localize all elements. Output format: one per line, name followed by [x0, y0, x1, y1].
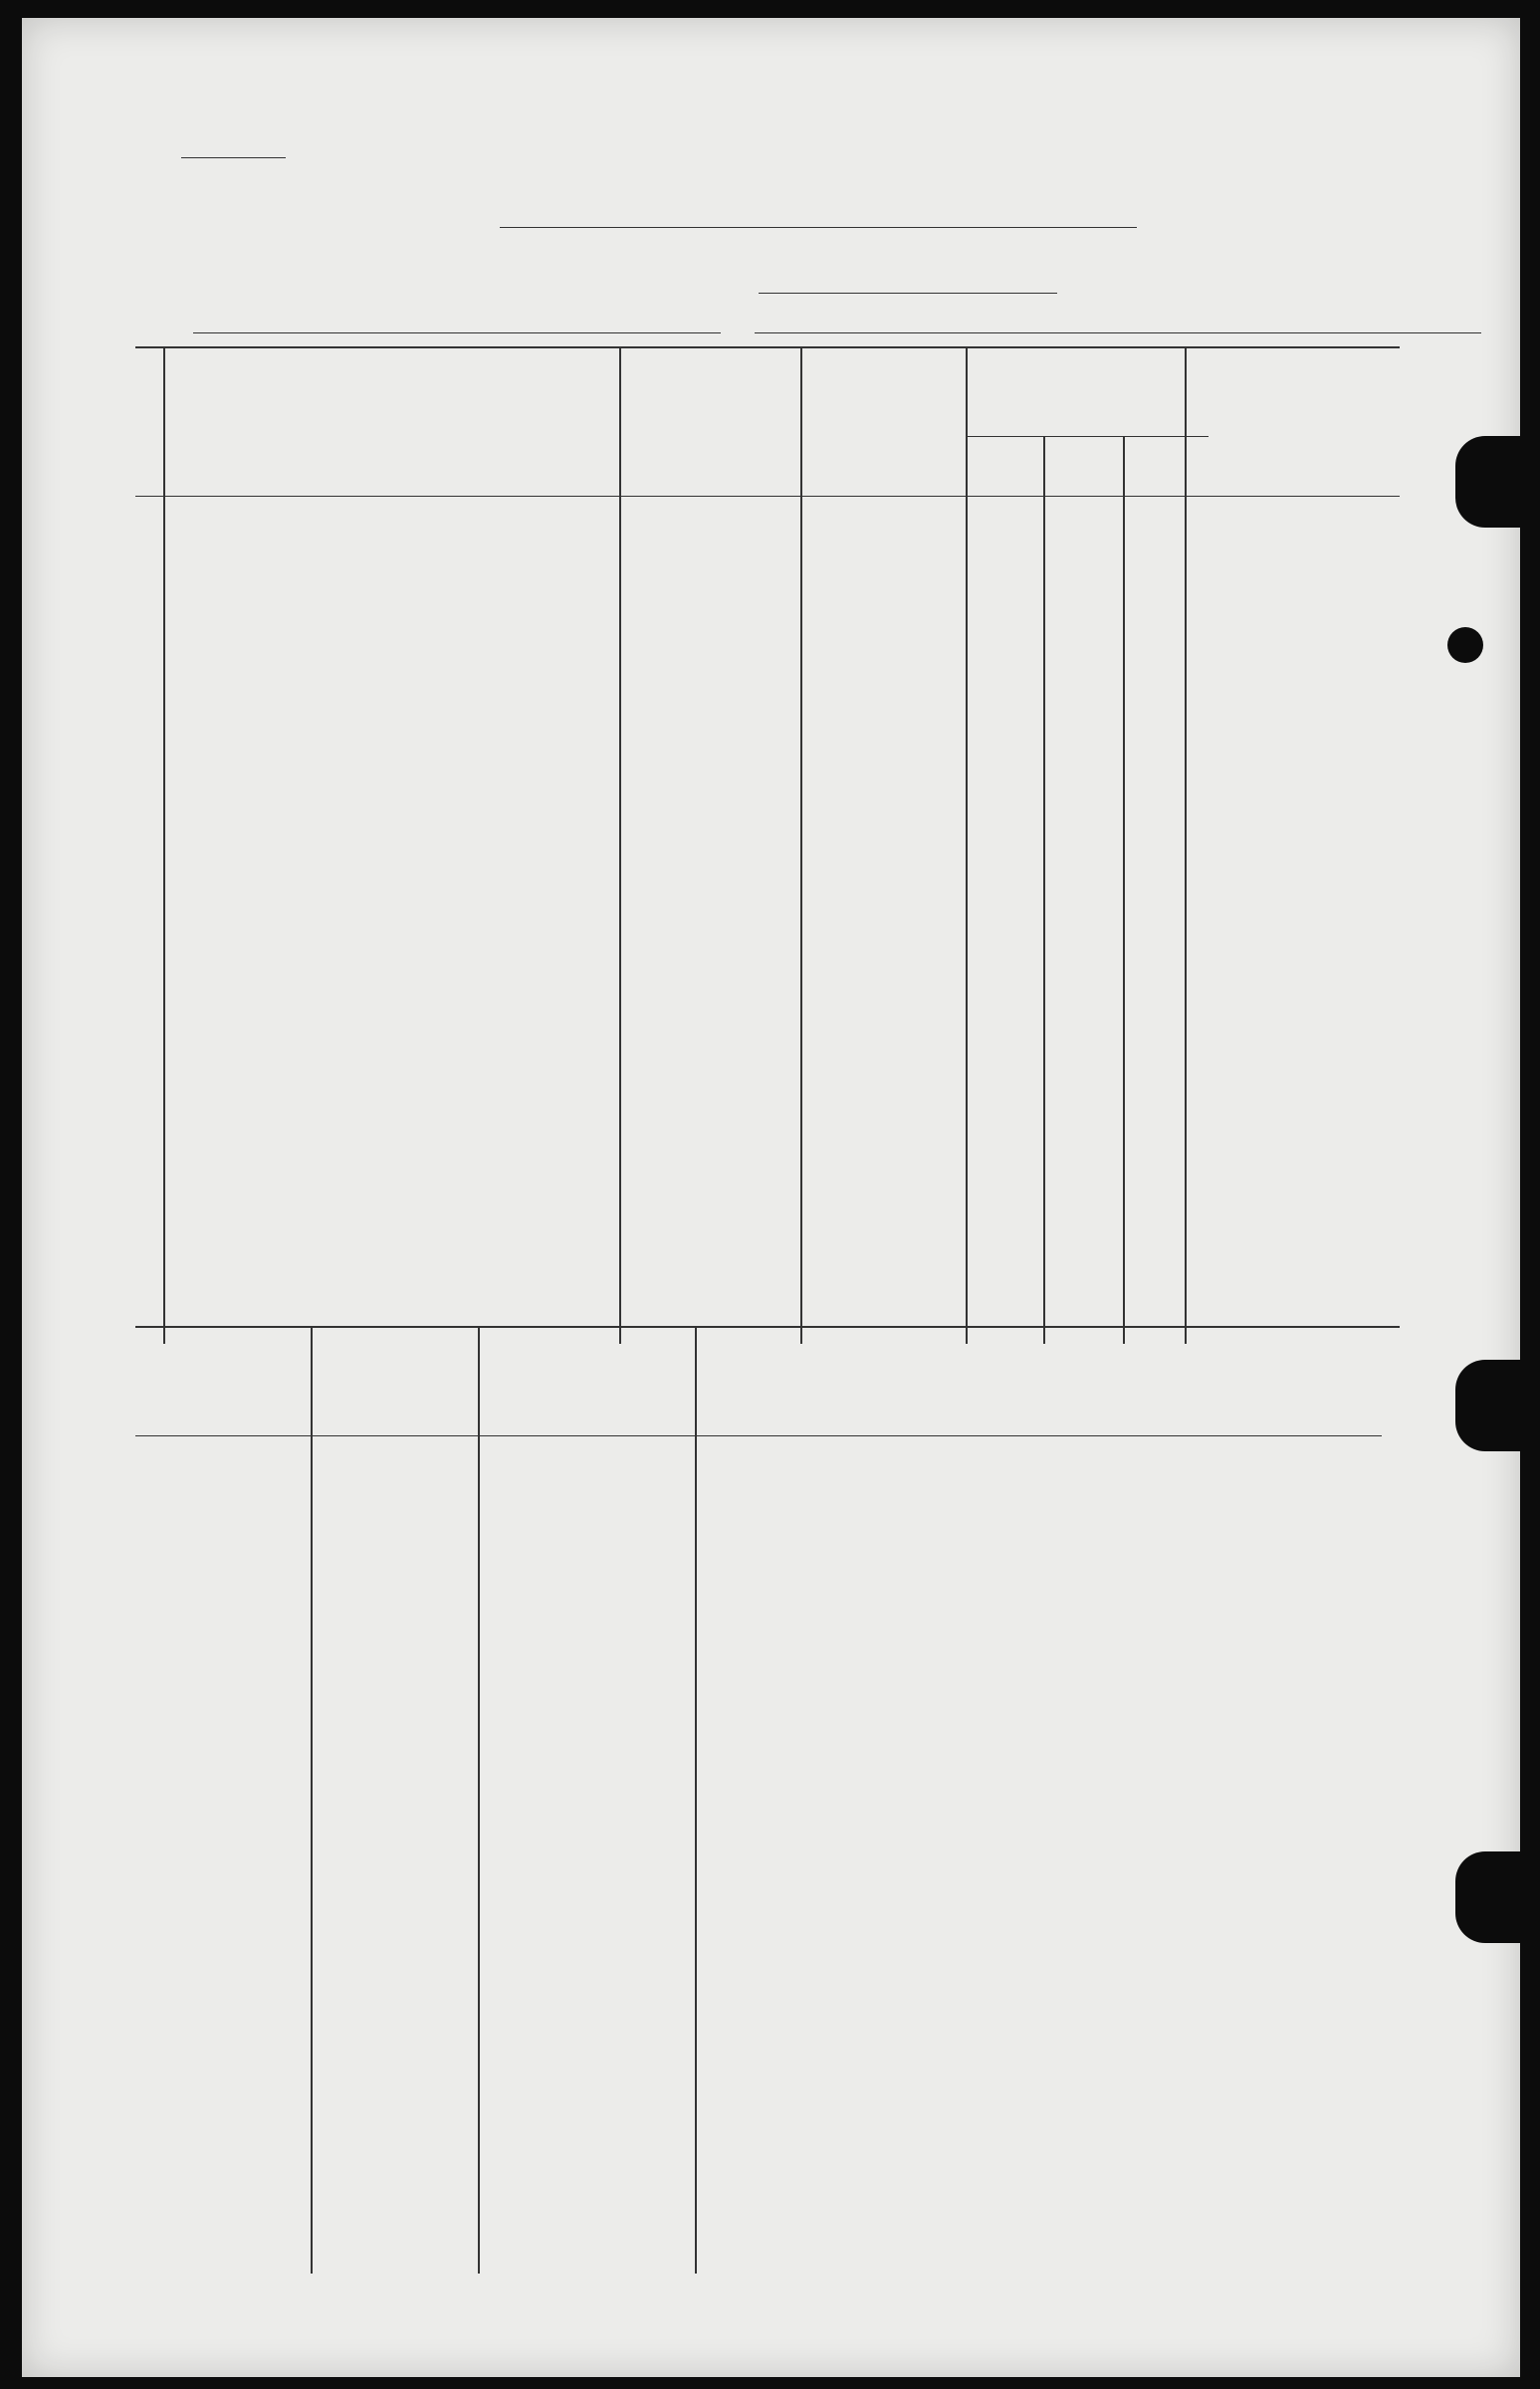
- page-number-line: [181, 157, 286, 158]
- binder-tab: [1455, 1851, 1525, 1943]
- top-col-line: [1123, 436, 1125, 1344]
- bottom-header-bottom: [135, 1435, 1382, 1436]
- bottom-col-line: [695, 1328, 697, 2274]
- top-table-border: [135, 346, 1400, 348]
- top-col-line: [163, 348, 165, 1344]
- punch-hole: [1447, 627, 1483, 663]
- top-header-bottom: [135, 496, 1400, 497]
- bottom-col-line: [311, 1328, 313, 2274]
- top-col-line: [1043, 436, 1045, 1344]
- top-col-line: [619, 348, 621, 1344]
- mid-border: [135, 1326, 1400, 1328]
- enlist-sub-line: [966, 436, 1209, 437]
- to-line: [755, 332, 1481, 333]
- top-col-line: [1185, 348, 1187, 1344]
- ship-line: [500, 227, 1137, 228]
- top-col-line: [800, 348, 802, 1344]
- bottom-col-line: [478, 1328, 480, 2274]
- binder-tab: [1455, 436, 1525, 528]
- binder-tab: [1455, 1360, 1525, 1451]
- month-line: [759, 293, 1057, 294]
- report-sheet: [22, 18, 1520, 2377]
- from-line: [193, 332, 721, 333]
- top-col-line: [966, 348, 968, 1344]
